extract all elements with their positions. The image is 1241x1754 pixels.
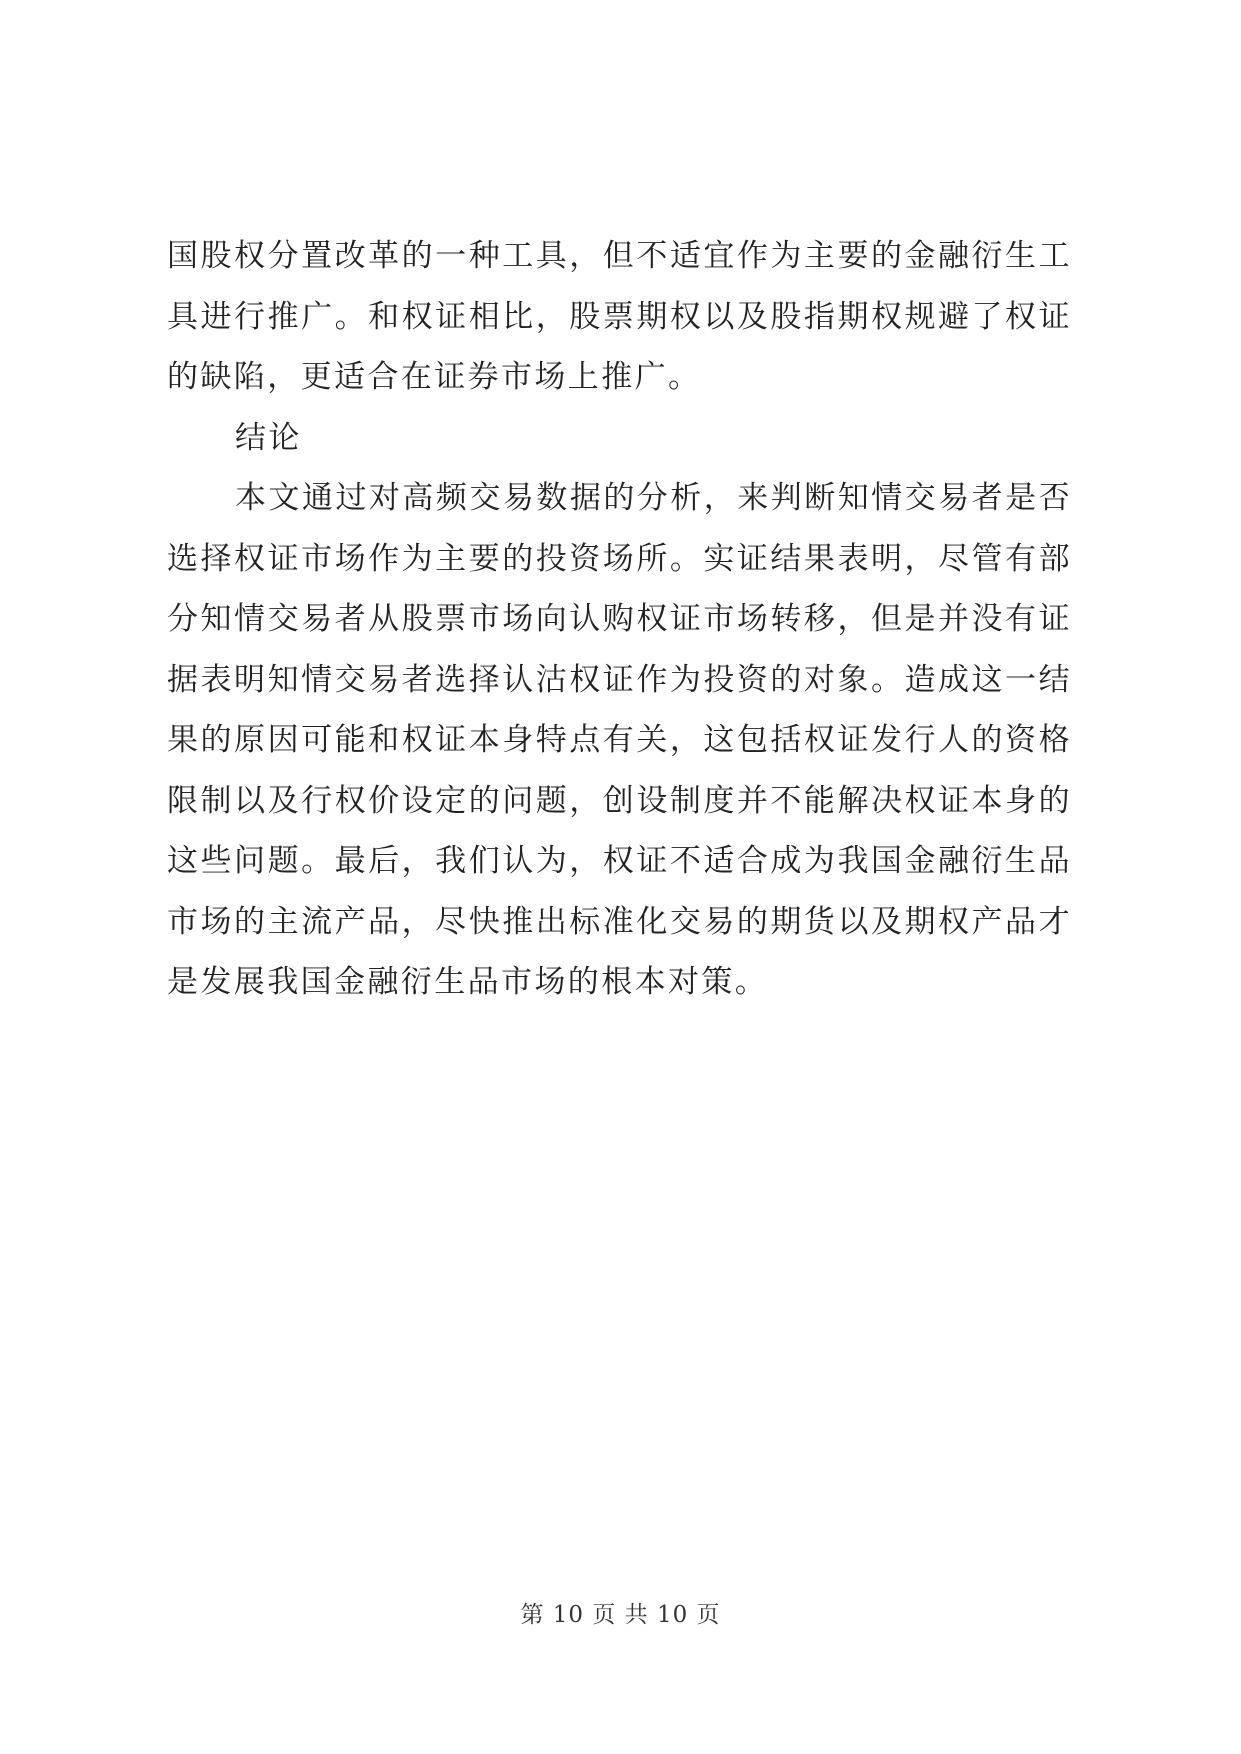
- page-body: [167, 226, 1072, 1013]
- paragraph-continuation: 国股权分置改革的一种工具，但不适宜作为主要的金融衍生工具进行推广。和权证相比，股票期权以及股指期权规避了权证的缺陷，更适合在证券市场上推广。: [167, 238, 1072, 395]
- section-heading-conclusion: 结论: [235, 419, 302, 456]
- page-footer: 第 10 页 共 10 页: [520, 1602, 721, 1628]
- paragraph-conclusion: 本文通过对高频交易数据的分析，来判断知情交易者是否选择权证市场作为主要的投资场所。实证结果表明，尽管有部分知情交易者从股票市场向认购权证市场转移，但是并没有证据表明知情交易者选择认沽权证作为投资的对象。造成这一结果的原因可能和权证本身特点有关，这包括权证发行人的资格限制以及行权价设定的问题，创设制度并不能解决权证本身的这些问题。最后，我们认为，权证不适合成为我国金融衍生品市场的主流产品，尽快推出标准化交易的期货以及期权产品才是发展我国金融衍生品市场的根本对策。: [167, 480, 1072, 1000]
